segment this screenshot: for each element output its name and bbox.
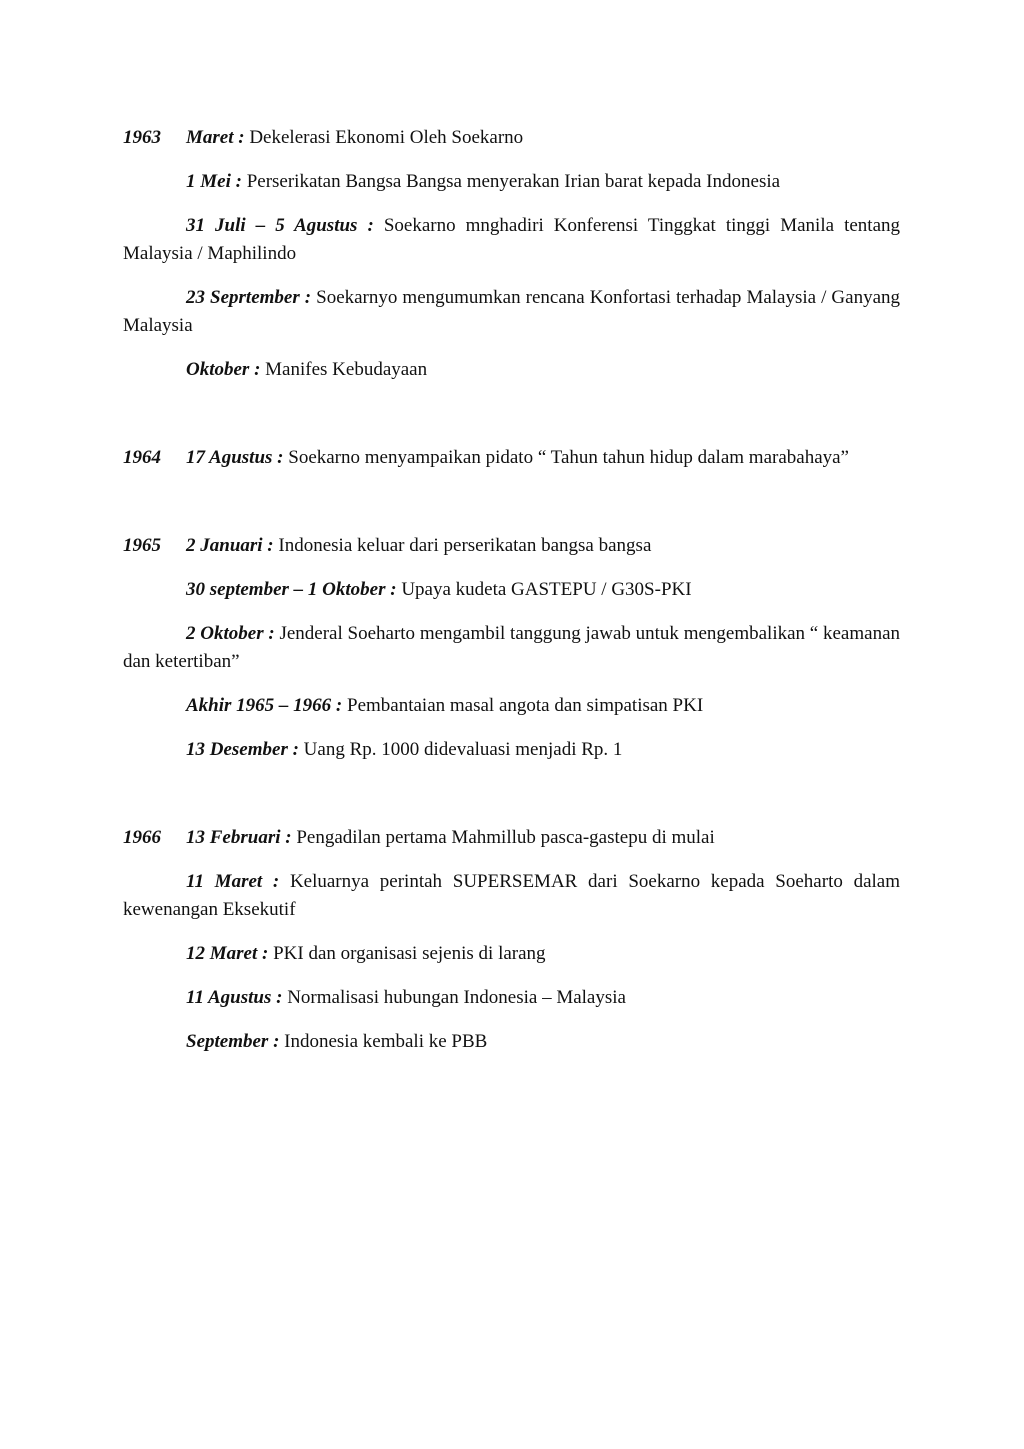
timeline-entry (123, 692, 900, 720)
entry-date: 11 Maret : (186, 871, 280, 892)
timeline-entry (123, 124, 900, 152)
entry-text: Jenderal Soeharto mengambil tanggung jawab untuk mengembalikan “ keamanan dan ketertiban” (123, 623, 901, 672)
entry-text: Perserikatan Bangsa Bangsa menyerakan Irian barat kepada Indonesia (246, 171, 781, 192)
entry-date: 1 Mei : (186, 171, 242, 192)
year-label: 1965 (123, 535, 161, 556)
timeline-entry (123, 532, 900, 560)
entry-date: 2 Januari : (186, 535, 274, 556)
entry-date: Oktober : (186, 359, 261, 380)
timeline-entry (123, 444, 900, 472)
timeline-entry (123, 984, 900, 1012)
timeline-entry (123, 356, 900, 384)
section-spacer (123, 780, 900, 824)
entry-text: Indonesia kembali ke PBB (284, 1031, 488, 1052)
entry-date: 13 Desember : (186, 739, 299, 760)
entry-date: 23 Seprtember : (186, 287, 312, 308)
entry-date: 12 Maret : (186, 943, 269, 964)
timeline-entry (123, 940, 900, 968)
entry-text: Soekarnyo mengumumkan rencana Konfortasi terhadap Malaysia / Ganyang Malaysia (123, 287, 900, 336)
timeline-entry (123, 868, 900, 924)
section-spacer (123, 400, 900, 444)
entry-text: Normalisasi hubungan Indonesia – Malaysia (287, 987, 626, 1008)
timeline-entry (123, 168, 900, 196)
timeline-entry (123, 620, 900, 676)
year-label: 1966 (123, 827, 161, 848)
year-block-1963 (123, 124, 900, 384)
timeline-entry (123, 576, 900, 604)
year-block-1964 (123, 444, 900, 472)
entry-date: 11 Agustus : (186, 987, 283, 1008)
year-block-1966 (123, 824, 900, 1056)
year-label: 1963 (123, 127, 161, 148)
entry-text: PKI dan organisasi sejenis di larang (273, 943, 546, 964)
entry-date: 31 Juli – 5 Agustus : (186, 215, 374, 236)
entry-text: Uang Rp. 1000 didevaluasi menjadi Rp. 1 (303, 739, 623, 760)
section-spacer (123, 488, 900, 532)
entry-date: 17 Agustus : (186, 447, 284, 468)
entry-text: Soekarno menyampaikan pidato “ Tahun tahun hidup dalam marabahaya” (288, 447, 849, 468)
entry-text: Pembantaian masal angota dan simpatisan PKI (347, 695, 704, 716)
timeline-entry (123, 736, 900, 764)
entry-text: Manifes Kebudayaan (265, 359, 428, 380)
entry-date: 30 september – 1 Oktober : (186, 579, 397, 600)
entry-date: 2 Oktober : (186, 623, 275, 644)
timeline-entry (123, 284, 900, 340)
entry-text: Upaya kudeta GASTEPU / G30S-PKI (401, 579, 692, 600)
timeline-entry (123, 212, 900, 268)
entry-date: Maret : (186, 127, 245, 148)
entry-text: Indonesia keluar dari perserikatan bangsa bangsa (278, 535, 652, 556)
document-page (123, 124, 900, 1072)
entry-text: Dekelerasi Ekonomi Oleh Soekarno (249, 127, 524, 148)
entry-date: 13 Februari : (186, 827, 292, 848)
entry-date: September : (186, 1031, 280, 1052)
timeline-entry (123, 1028, 900, 1056)
entry-text: Keluarnya perintah SUPERSEMAR dari Soekarno kepada Soeharto dalam kewenangan Eksekutif (123, 871, 900, 920)
entry-text: Pengadilan pertama Mahmillub pasca-gastepu di mulai (296, 827, 715, 848)
entry-date: Akhir 1965 – 1966 : (186, 695, 343, 716)
timeline-entry (123, 824, 900, 852)
year-block-1965 (123, 532, 900, 764)
entry-text: Soekarno mnghadiri Konferensi Tinggkat tinggi Manila tentang Malaysia / Maphilindo (123, 215, 901, 264)
year-label: 1964 (123, 447, 161, 468)
